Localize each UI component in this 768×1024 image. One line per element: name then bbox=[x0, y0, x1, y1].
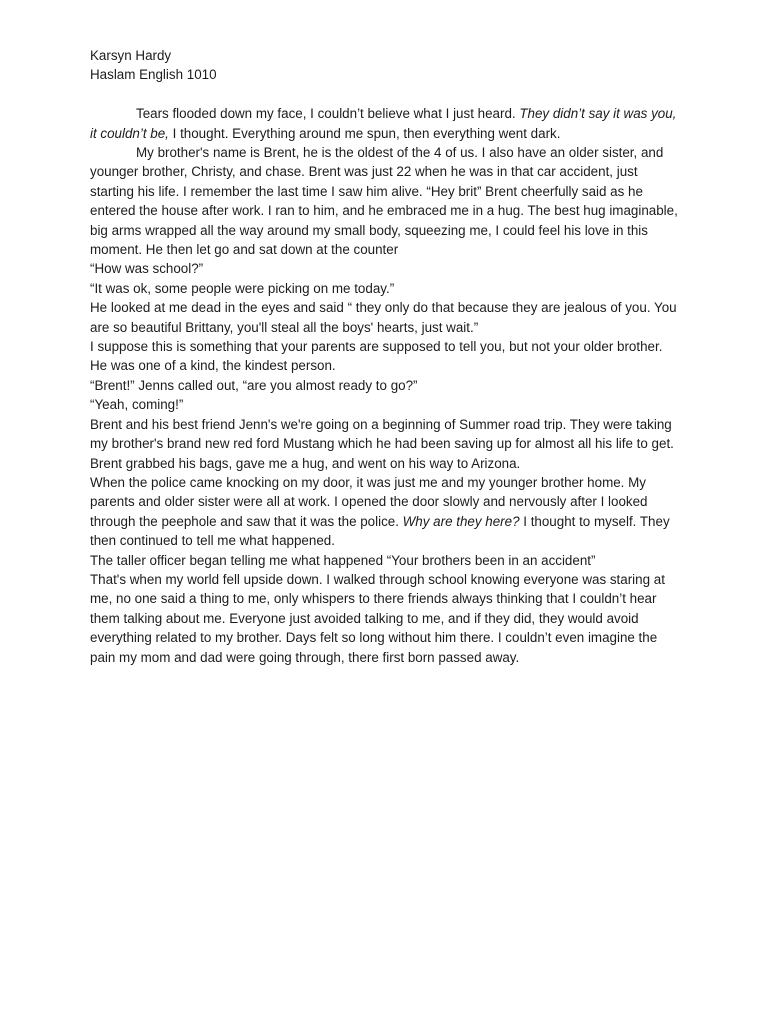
opening-text: Tears flooded down my face, I couldn’t believe what I just heard. bbox=[136, 106, 520, 122]
paragraph-police bbox=[90, 473, 678, 551]
paragraph-opening bbox=[90, 104, 678, 143]
police-text: When the police came knocking on my door, it was just me and my younger brother home. My parents and older sister were all at work. I opened the door slowly and nervously after I looked through the peephole and saw that it was the police. bbox=[90, 474, 648, 529]
course-name: Haslam English 1010 bbox=[90, 67, 217, 83]
paragraph-officer: The taller officer began telling me what happened “Your brothers been in an accident” bbox=[90, 552, 596, 568]
opening-text-end: I thought. Everything around me spun, then everything went dark. bbox=[168, 125, 561, 141]
author-name: Karsyn Hardy bbox=[90, 48, 172, 63]
blank-line bbox=[90, 85, 678, 104]
essay-body bbox=[90, 46, 678, 667]
paragraph-upside-down: That's when my world fell upside down. I walked through school knowing everyone was staring at me, no one said a thing to me, only whispers to there friends always thinking that I couldn’t hear them talking about me. Everyone just avoided talking to me, and if they did, they would avoid everything related to my brother. Days felt so long without him there. I couldn’t even imagine the pain my mom and dad were going through, there first born passed away. bbox=[90, 571, 665, 665]
paragraph-suppose: I suppose this is something that your parents are supposed to tell you, but not your older brother. He was one of a kind, the kindest person. bbox=[90, 339, 663, 374]
opening-thought: They didn’t say it was you, it couldn’t be, bbox=[90, 106, 677, 141]
dialogue-how-school: “How was school?” bbox=[90, 261, 204, 277]
paragraph-bags: Brent grabbed his bags, gave me a hug, and went on his way to Arizona. bbox=[90, 455, 521, 471]
police-thought: Why are they here? bbox=[402, 513, 520, 529]
dialogue-yeah: “Yeah, coming!” bbox=[90, 397, 184, 413]
paragraph-brother: My brother's name is Brent, he is the oldest of the 4 of us. I also have an older sister, and younger brother, Christy, and chase. Brent was just 22 when he was in that car accident, just starting his life. I remember the last time I saw him alive. “Hey brit” Brent cheerfully said as he entered the house after work. I ran to him, and he embraced me in a hug. The best hug imaginable, big arms wrapped all the way around my small body, squeezing me, I could feel his love in this moment. He then let go and sat down at the counter bbox=[90, 145, 678, 258]
dialogue-jenns-call: “Brent!” Jenns called out, “are you almost ready to go?” bbox=[90, 377, 418, 393]
paragraph-road-trip: Brent and his best friend Jenn's we're going on a beginning of Summer road trip. They were taking my brother's brand new red ford Mustang which he had been saving up for almost all his life to get. bbox=[90, 416, 674, 452]
dialogue-it-was-ok: “It was ok, some people were picking on me today.” bbox=[90, 280, 395, 296]
police-text-end: I thought to myself. They then continued to tell me what happened. bbox=[90, 513, 670, 549]
paragraph-jealous: He looked at me dead in the eyes and said “ they only do that because they are jealous of you. You are so beautiful Brittany, you'll steal all the boys' hearts, just wait.” bbox=[90, 300, 677, 335]
